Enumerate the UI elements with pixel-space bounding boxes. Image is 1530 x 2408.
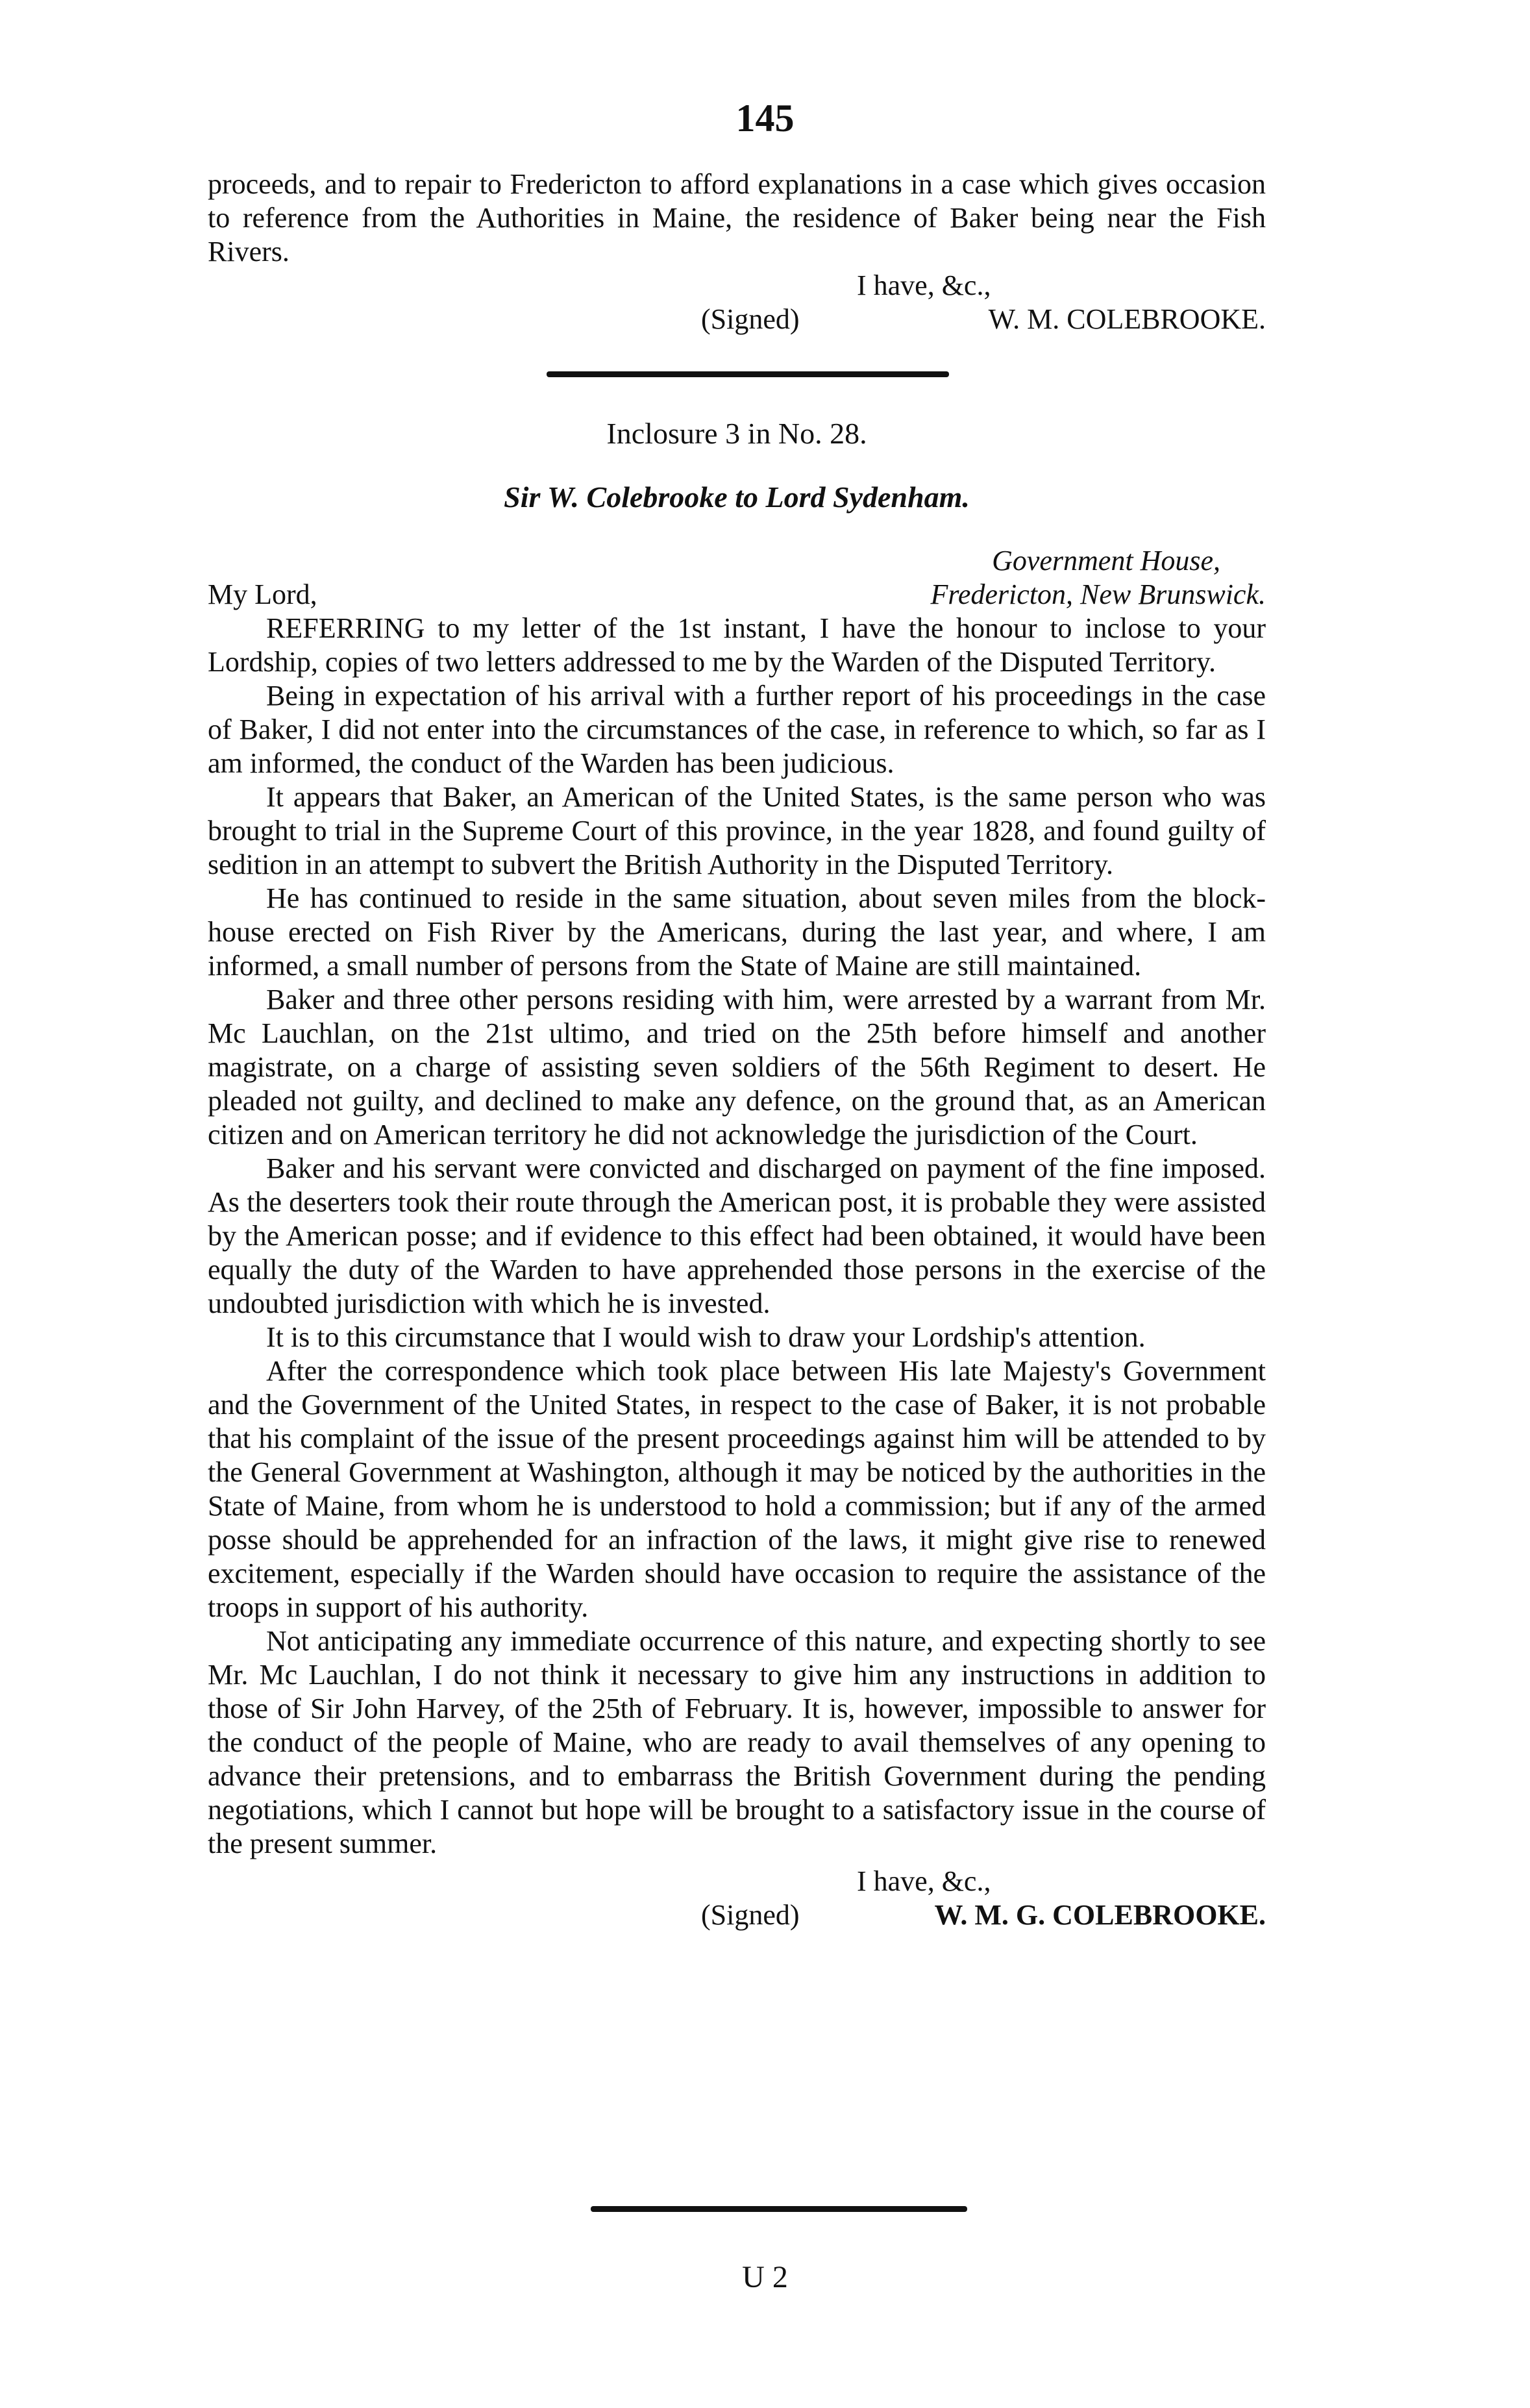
bottom-signoff [208,1865,1266,1932]
top-closing: I have, &c., [857,269,991,301]
letter-subheading: Sir W. Colebrooke to Lord Sydenham. [504,480,970,514]
address-line-1: Government House, [992,545,1220,577]
top-signoff [208,269,1266,336]
body-paragraph: Baker and three other persons residing with him, were arrested by a warrant from Mr. Mc Lauchlan, on the 21st ultimo, and tried on the 25th before himself and another magistrate, on a charge of assisting seven soldiers of the 56th Regiment to desert. He pleaded not guilty, and declined to make any defence, on the ground that, as an American citizen and on American territory he did not acknowledge the jurisdiction of the Court. [208,984,1266,1150]
inclosure-heading: Inclosure 3 in No. 28. [606,417,867,450]
bottom-closing: I have, &c., [857,1865,991,1897]
body-paragraph: He has continued to reside in the same situation, about seven miles from the block-house erected on Fish River by the Americans, during the last year, and where, I am informed, a small number of persons from the State of Maine are still maintained. [208,882,1266,982]
body-paragraph: REFERRING to my letter of the 1st instant, I have the honour to inclose to your Lordship, copies of two letters addressed to me by the Warden of the Disputed Territory. [208,612,1266,678]
signature-mark: U 2 [742,2260,788,2294]
page-number: 145 [735,97,795,140]
address-block [208,544,1266,612]
body-paragraph: It appears that Baker, an American of the United States, is the same person who was brought to trial in the Supreme Court of this province, in the year 1828, and found guilty of sedition in an attempt to subvert the British Authority in the Disputed Territory. [208,781,1266,880]
bottom-signatory-name: W. M. G. COLEBROOKE. [934,1899,1266,1931]
top-signed-label: (Signed) [701,303,800,335]
bottom-divider-rule [591,2206,967,2212]
body-paragraph: Not anticipating any immediate occurrence of this nature, and expecting shortly to see Mr. Mc Lauchlan, I do not think it necessary to give him any instructions in addition to those of Sir John Harvey, of the 25th of February. It is, however, impossible to answer for the conduct of the people of Maine, who are ready to avail themselves of any opening to advance their pretensions, and to embarrass the British Government during the pending negotiations, which I cannot but hope will be brought to a satisfactory issue in the course of the present summer. [208,1625,1266,1859]
body-paragraph: Baker and his servant were convicted and discharged on payment of the fine imposed. As the deserters took their route through the American post, it is probable they were assisted by the American posse; and if evidence to this effect had been obtained, it would have been equally the duty of the Warden to have apprehended those persons in the exercise of the undoubted jurisdiction with which he is invested. [208,1152,1266,1319]
body-paragraph: After the correspondence which took place between His late Majesty's Government and the Government of the United States, in respect to the case of Baker, it is not probable that his complaint of the issue of the present proceedings against him will be attended to by the General Government at Washington, although it may be noticed by the authorities in the State of Maine, from whom he is understood to hold a commission; but if any of the armed posse should be apprehended for an infraction of the laws, it might give rise to renewed excitement, especially if the Warden should have occasion to require the assistance of the troops in support of his authority. [208,1355,1266,1623]
divider-rule [547,371,949,377]
body-paragraph: Being in expectation of his arrival with a further report of his proceedings in the case of Baker, I did not enter into the circumstances of the case, in reference to which, so far as I am informed, the conduct of the Warden has been judicious. [208,680,1266,779]
top-section [208,168,1266,336]
top-signatory-name: W. M. COLEBROOKE. [988,303,1266,335]
bottom-signed-label: (Signed) [701,1899,800,1931]
body-paragraph: It is to this circumstance that I would wish to draw your Lordship's attention. [266,1321,1146,1353]
address-line-2: Fredericton, New Brunswick. [930,578,1266,610]
salutation: My Lord, [208,578,317,610]
inclosure-section [208,416,1266,1932]
continuation-paragraph: proceeds, and to repair to Fredericton to afford explanations in a case which gives occasion to reference from the Authorities in Maine, the residence of Baker being near the Fish Rivers. [208,168,1266,267]
